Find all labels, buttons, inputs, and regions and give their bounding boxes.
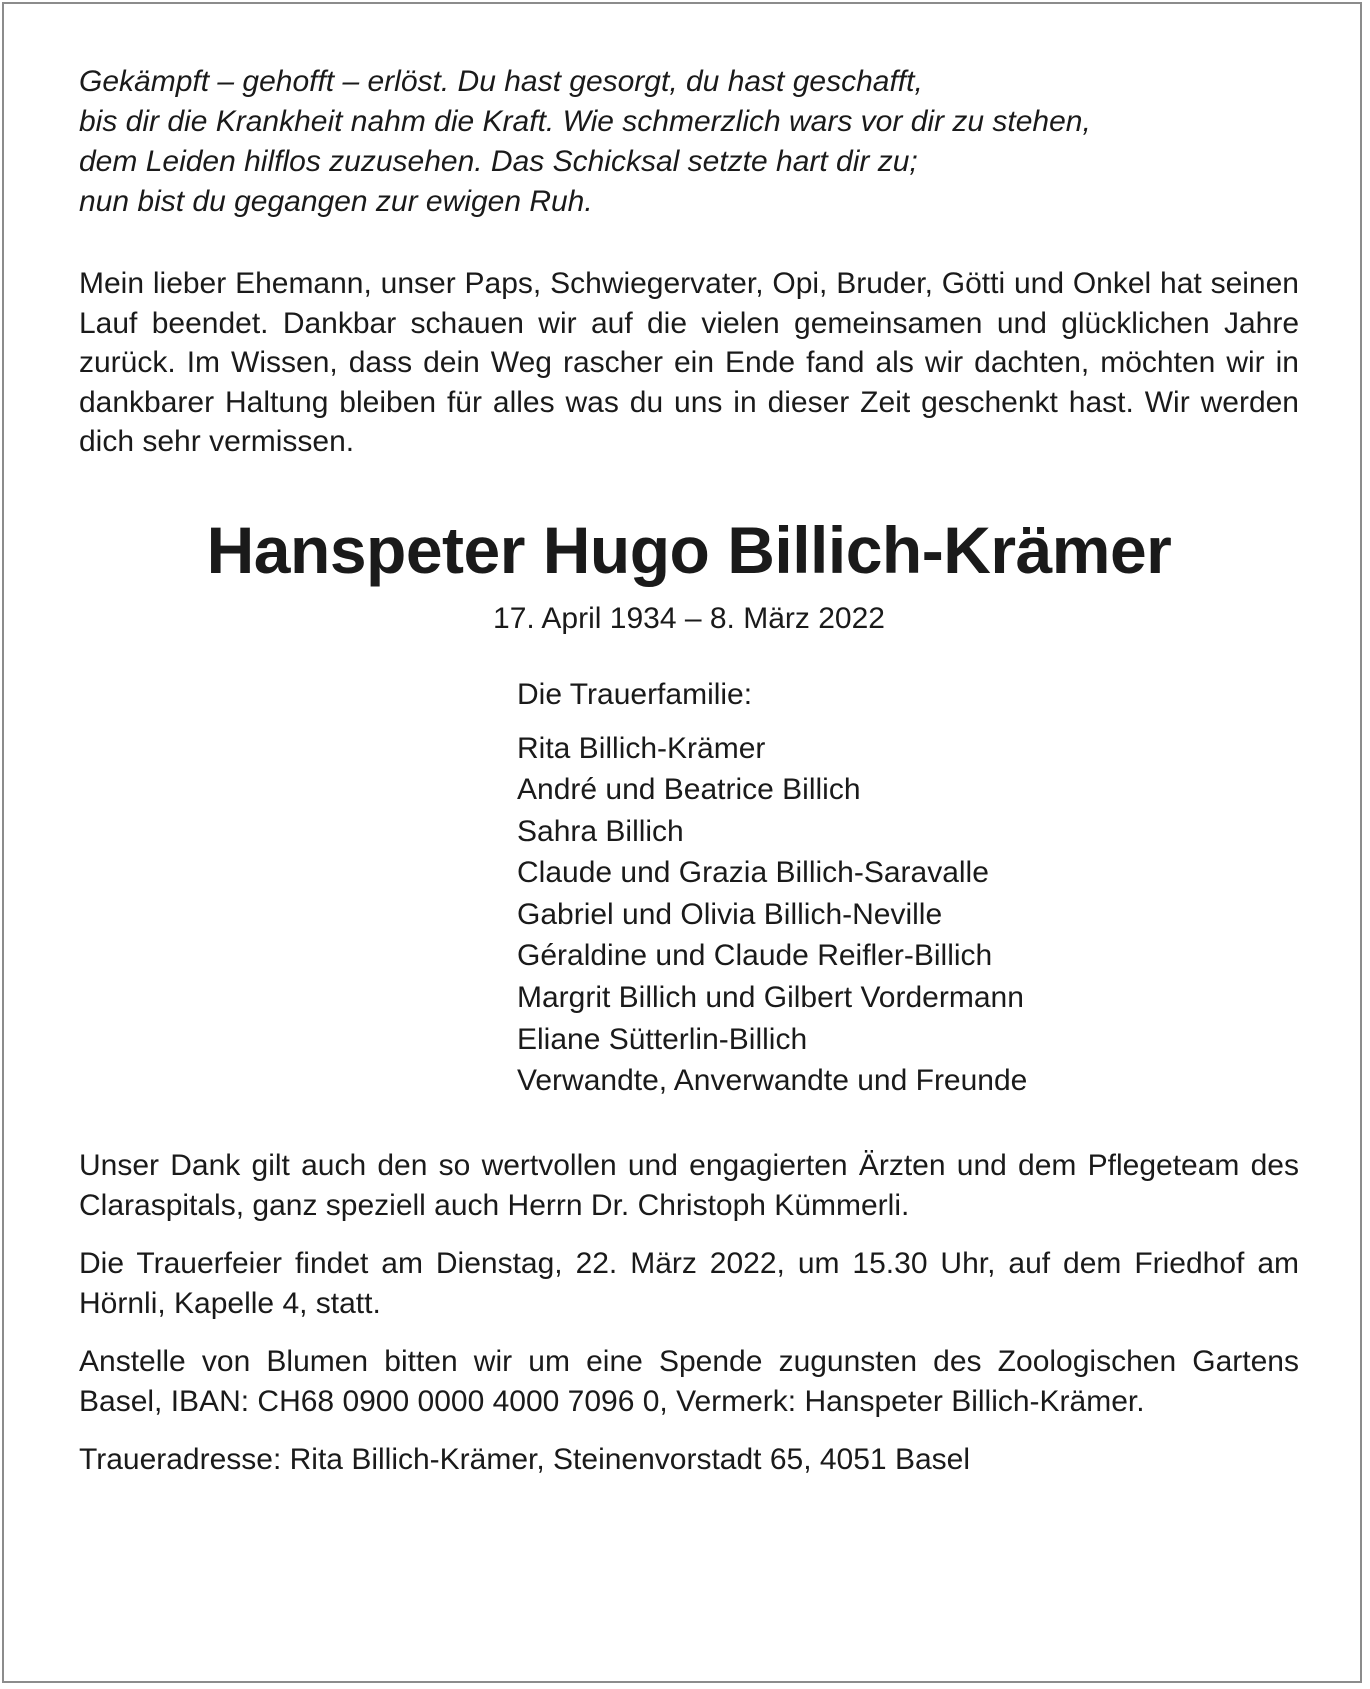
family-heading: Die Trauerfamilie: [517, 677, 753, 711]
poem-line: Gekämpft – gehofft – erlöst. Du hast gesorgt, du hast geschafft, [79, 65, 923, 98]
mourning-address: Traueradresse: Rita Billich-Krämer, Steinenvorstadt 65, 4051 Basel [79, 1442, 970, 1476]
family-member: Gabriel und Olivia Billich-Neville [517, 897, 943, 931]
poem-line: bis dir die Krankheit nahm die Kraft. Wie schmerzlich wars vor dir zu stehen, [79, 105, 1091, 138]
poem-line: nun bist du gegangen zur ewigen Ruh. [79, 185, 593, 218]
deceased-name: Hanspeter Hugo Billich-Krämer [206, 512, 1172, 587]
intro-paragraph: Mein lieber Ehemann, unser Paps, Schwiegervater, Opi, Bruder, Götti und Onkel hat seinen Lauf beendet. Dankbar schauen wir auf die vielen gemeinsamen und glücklichen Jahre zurück. Im Wissen, dass dein Weg rascher ein Ende fand als wir dachten, möchten wir in dankbarer Haltung bleiben für alles was du uns in dieser Zeit geschenkt hast. Wir werden dich sehr vermissen. [79, 267, 1299, 458]
memorial-poem [79, 62, 1299, 222]
donation-paragraph: Anstelle von Blumen bitten wir um eine Spende zugunsten des Zoologischen Gartens Basel, IBAN: CH68 0900 0000 4000 7096 0, Vermerk: Hanspeter Billich-Krämer. [79, 1344, 1299, 1418]
obituary-frame [2, 2, 1362, 1683]
family-members-list [517, 728, 1299, 1102]
family-member: Sahra Billich [517, 814, 684, 848]
family-member: Claude und Grazia Billich-Saravalle [517, 856, 989, 890]
life-dates: 17. April 1934 – 8. März 2022 [493, 601, 885, 635]
poem-line: dem Leiden hilflos zuzusehen. Das Schicksal setzte hart dir zu; [79, 145, 918, 178]
thanks-paragraph: Unser Dank gilt auch den so wertvollen und engagierten Ärzten und dem Pflegeteam des Claraspitals, ganz speziell auch Herrn Dr. Christoph Kümmerli. [79, 1148, 1299, 1222]
family-member: Rita Billich-Krämer [517, 731, 766, 765]
family-member: Margrit Billich und Gilbert Vordermann [517, 981, 1024, 1015]
mourning-family [517, 676, 1299, 1102]
family-member: Eliane Sütterlin-Billich [517, 1022, 808, 1056]
obituary-content [79, 62, 1299, 1480]
family-member: André und Beatrice Billich [517, 773, 861, 807]
ceremony-paragraph: Die Trauerfeier findet am Dienstag, 22. März 2022, um 15.30 Uhr, auf dem Friedhof am Hörnli, Kapelle 4, statt. [79, 1246, 1299, 1320]
family-member: Verwandte, Anverwandte und Freunde [517, 1064, 1028, 1098]
family-member: Géraldine und Claude Reifler-Billich [517, 939, 993, 973]
